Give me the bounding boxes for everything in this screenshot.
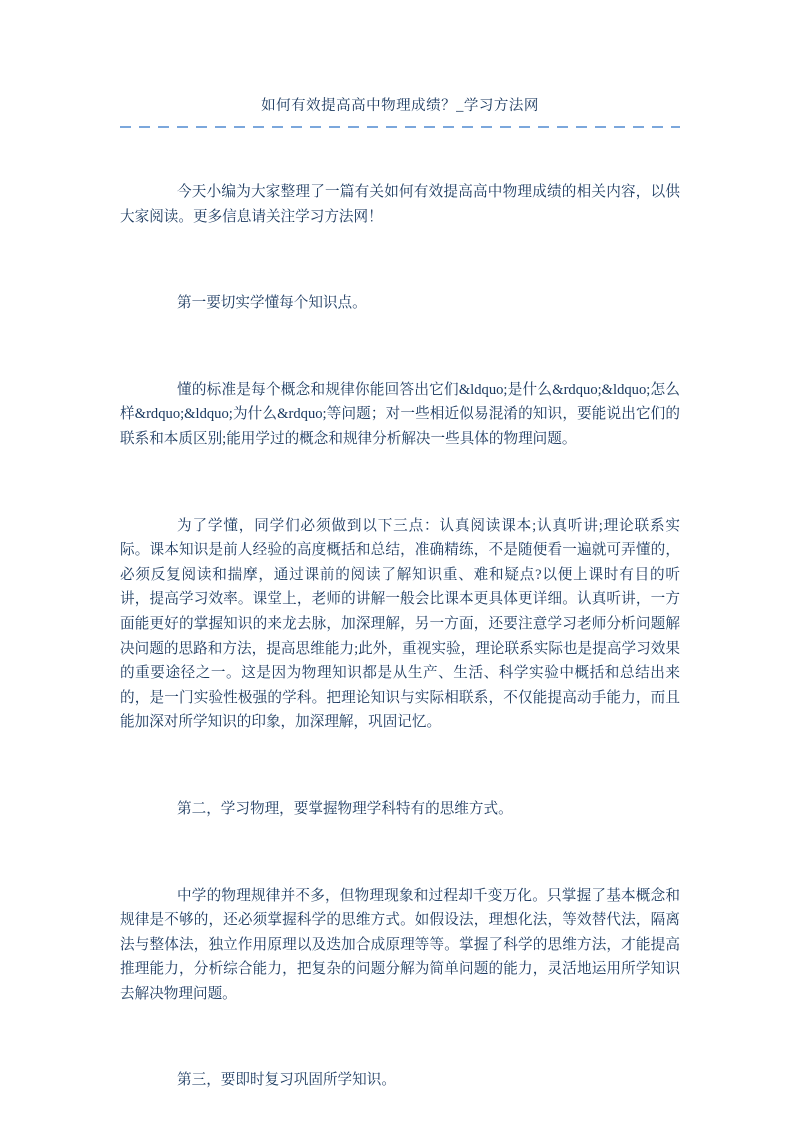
paragraph-point1-method: 为了学懂，同学们必须做到以下三点：认真阅读课本;认真听讲;理论联系实际。课本知识是前人经验的高度概括和总结，准确精练，不是随便看一遍就可弄懂的，必须反复阅读和揣摩，通过课前的阅读了解知识重、难和疑点?以便上课时有目的听讲，提高学习效率。课堂上，老师的讲解一般会比课本更具体更详细。认真听讲，一方面能更好的掌握知识的来龙去脉，加深理解，另一方面，还要注意学习老师分析问题解决问题的思路和方法，提高思维能力;此外，重视实验，理论联系实际也是提高学习效果的重要途径之一。这是因为物理知识都是从生产、生活、科学实验中概括和总结出来的，是一门实验性极强的学科。把理论知识与实际相联系，不仅能提高动手能力，而且能加深对所学知识的印象，加深理解，巩固记忆。: [120, 517, 680, 731]
dashed-separator: [120, 126, 680, 128]
document-body: [120, 180, 680, 1093]
document-title: 如何有效提高高中物理成绩？_学习方法网: [261, 98, 539, 114]
paragraph-point3-heading: 第三，要即时复习巩固所学知识。: [177, 1072, 396, 1089]
paragraph-point1-heading: 第一要切实学懂每个知识点。: [177, 295, 367, 312]
paragraph-point1-detail: 懂的标准是每个概念和规律你能回答出它们&ldquo;是什么&rdquo;&ldquo;怎么样&rdquo;&ldquo;为什么&rdquo;等问题；对一些相近似易混淆的知识，要能说出它们的联系和本质区别;能用学过的概念和规律分析解决一些具体的物理问题。: [120, 381, 680, 447]
paragraph-intro: 今天小编为大家整理了一篇有关如何有效提高高中物理成绩的相关内容，以供大家阅读。更多信息请关注学习方法网！: [120, 184, 680, 225]
paragraph-point2-heading: 第二，学习物理，要掌握物理学科特有的思维方式。: [177, 800, 513, 817]
paragraph-point2-detail: 中学的物理规律并不多，但物理现象和过程却千变万化。只掌握了基本概念和规律是不够的，还必须掌握科学的思维方式。如假设法，理想化法，等效替代法，隔离法与整体法，独立作用原理以及迭加合成原理等等。掌握了科学的思维方法，才能提高推理能力，分析综合能力，把复杂的问题分解为简单问题的能力，灵活地运用所学知识去解决物理问题。: [120, 887, 680, 1002]
